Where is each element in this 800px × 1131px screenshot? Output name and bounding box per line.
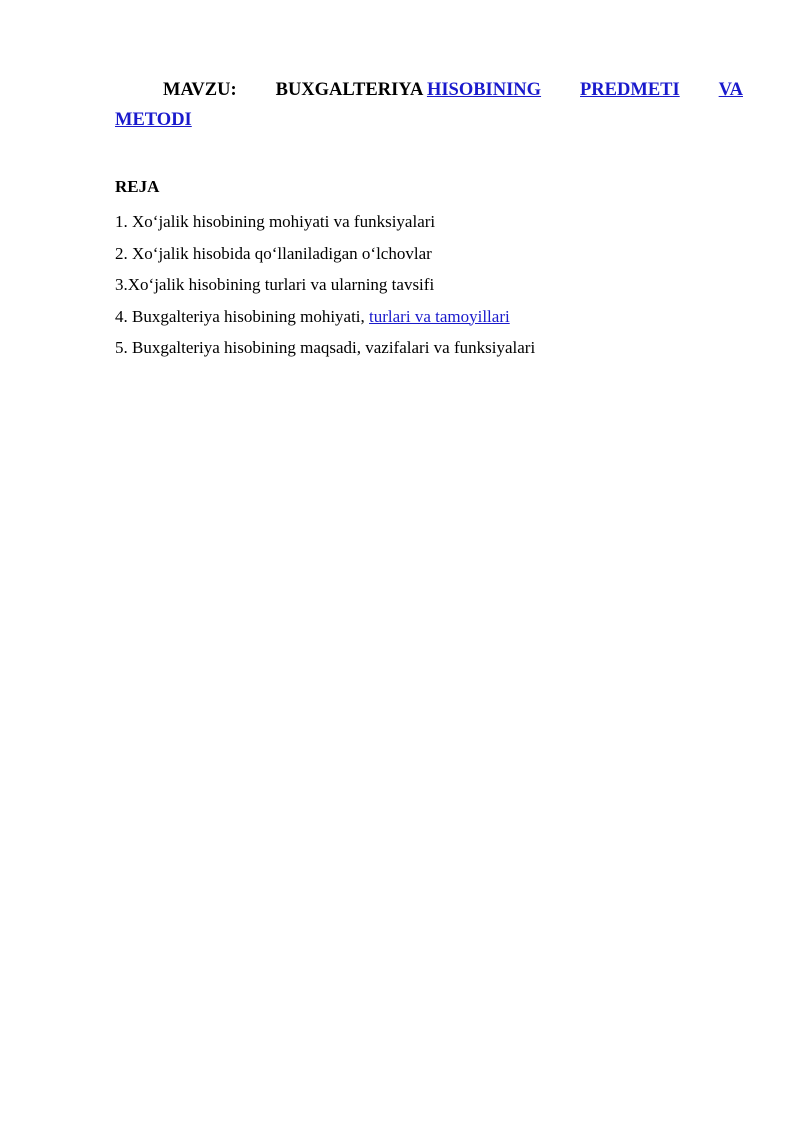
title-line-1 [115,75,743,105]
title-word-buxgalteriya: BUXGALTERIYA HISOBINING [275,80,542,100]
title-link-predmeti[interactable]: PREDMETI [580,80,680,100]
plan-item-4-text: 4. Buxgalteriya hisobining mohiyati, [115,306,370,326]
title-link-va[interactable]: VA [718,80,743,100]
plan-item-4-link[interactable]: turlari va tamoyillari [369,306,510,326]
plan-item-1: 1. Xo‘jalik hisobining mohiyati va funksiyalari [115,212,436,231]
title-link-hisobining[interactable]: HISOBINING [426,80,542,100]
plan-list [115,206,535,364]
title-line-2 [115,105,743,135]
page-title [115,75,743,135]
plan-heading: REJA [115,177,160,196]
title-mavzu-label: MAVZU: [163,80,237,100]
title-link-metodi[interactable]: METODI [115,110,192,130]
plan-item-5: 5. Buxgalteriya hisobining maqsadi, vazifalari va funksiyalari [115,338,536,357]
plan-item-4 [115,301,535,333]
plan-item-3: 3.Xo‘jalik hisobining turlari va ularning tavsifi [115,275,435,294]
plan-item-2: 2. Xo‘jalik hisobida qo‘llaniladigan o‘lchovlar [115,243,432,263]
